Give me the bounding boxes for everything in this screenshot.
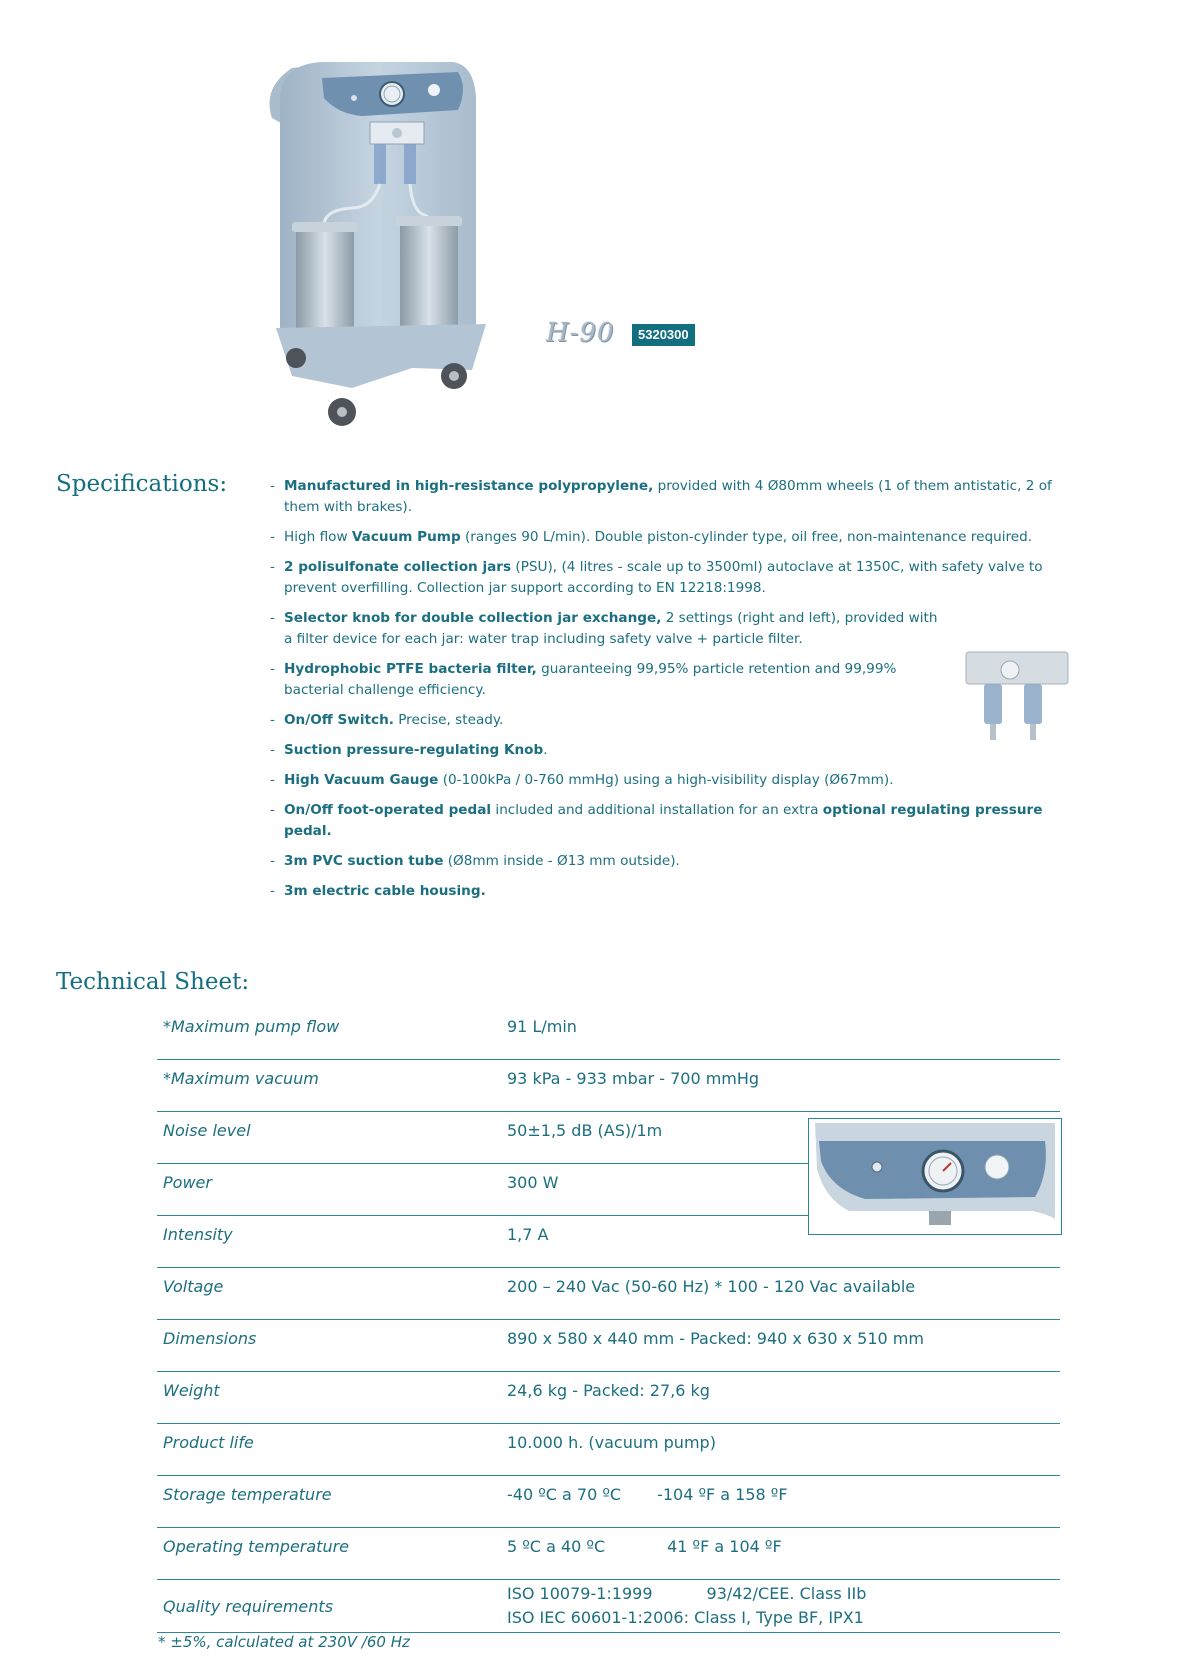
table-row xyxy=(157,1476,1060,1528)
control-panel-image-box xyxy=(808,1118,1062,1235)
row-label: Quality requirements xyxy=(163,1597,334,1616)
footnote: * ±5%, calculated at 230V /60 Hz xyxy=(158,1633,410,1651)
table-row xyxy=(157,1008,1060,1060)
row-value: 50±1,5 dB (AS)/1m xyxy=(507,1121,663,1140)
row-value: 10.000 h. (vacuum pump) xyxy=(507,1433,716,1452)
spec-item: - 2 polisulfonate collection jars (PSU), (4 litres - scale up to 3500ml) autoclave at 1350C, with safety valve to prevent overfilling. Collection jar support according to EN 12218:1998. xyxy=(270,559,1043,596)
technical-sheet-table xyxy=(157,1008,1060,1633)
row-value: 5 ºC a 40 ºC 41 ºF a 104 ºF xyxy=(507,1537,782,1556)
spec-item: - 3m electric cable housing. xyxy=(270,883,486,899)
row-label: Product life xyxy=(163,1433,254,1452)
spec-item: - High flow Vacuum Pump (ranges 90 L/min). Double piston-cylinder type, oil free, non-maintenance required. xyxy=(270,529,1033,545)
model-name: H-90 xyxy=(546,318,615,348)
table-row xyxy=(157,1372,1060,1424)
spec-item: - Suction pressure-regulating Knob. xyxy=(270,742,548,758)
row-value: 300 W xyxy=(507,1173,559,1192)
row-value: 200 – 240 Vac (50-60 Hz) * 100 - 120 Vac available xyxy=(507,1277,916,1296)
row-label: Operating temperature xyxy=(163,1537,349,1556)
row-value: 91 L/min xyxy=(507,1017,577,1036)
table-row xyxy=(157,1320,1060,1372)
row-label: Weight xyxy=(163,1381,220,1400)
control-panel-illustration xyxy=(809,1119,1061,1234)
spec-item: - Manufactured in high-resistance polypropylene, provided with 4 Ø80mm wheels (1 of them antistatic, 2 of them with brakes). xyxy=(270,478,1052,515)
row-label: Power xyxy=(163,1173,212,1192)
suction-unit-illustration xyxy=(262,58,502,438)
technical-sheet-title: Technical Sheet: xyxy=(56,969,250,995)
row-label: *Maximum vacuum xyxy=(163,1069,319,1088)
spec-item: - On/Off foot-operated pedal included and additional installation for an extra optional regulating pressure pedal. xyxy=(270,802,1043,839)
spec-item: - Selector knob for double collection jar exchange, 2 settings (right and left), provided with a filter device for each jar: water trap including safety valve + particle filter. xyxy=(270,610,938,647)
row-value: 890 x 580 x 440 mm - Packed: 940 x 630 x 510 mm xyxy=(507,1329,924,1348)
table-row xyxy=(157,1528,1060,1580)
selector-knob-illustration xyxy=(962,648,1072,744)
row-value: 24,6 kg - Packed: 27,6 kg xyxy=(507,1381,710,1400)
row-label: Noise level xyxy=(163,1121,251,1140)
table-row xyxy=(157,1580,1060,1633)
spec-item: - High Vacuum Gauge (0-100kPa / 0-760 mmHg) using a high-visibility display (Ø67mm). xyxy=(270,772,894,788)
spec-item: - Hydrophobic PTFE bacteria filter, guaranteeing 99,95% particle retention and 99,99% bacterial challenge efficiency. xyxy=(270,661,897,698)
row-value: 93 kPa - 933 mbar - 700 mmHg xyxy=(507,1069,760,1088)
specifications-list xyxy=(270,476,1070,911)
model-code-badge: 5320300 xyxy=(632,324,695,346)
specifications-title: Specifications: xyxy=(56,471,228,497)
row-label: Voltage xyxy=(163,1277,224,1296)
spec-item: - On/Off Switch. Precise, steady. xyxy=(270,712,504,728)
table-row xyxy=(157,1268,1060,1320)
row-label: Storage temperature xyxy=(163,1485,332,1504)
row-label: *Maximum pump flow xyxy=(163,1017,340,1036)
row-value: ISO 10079-1:1999 93/42/CEE. Class IIb ISO IEC 60601-1:2006: Class I, Type BF, IPX1 xyxy=(507,1584,867,1627)
table-row xyxy=(157,1424,1060,1476)
spec-item: - 3m PVC suction tube (Ø8mm inside - Ø13 mm outside). xyxy=(270,853,680,869)
row-value: -40 ºC a 70 ºC -104 ºF a 158 ºF xyxy=(507,1485,788,1504)
row-label: Dimensions xyxy=(163,1329,257,1348)
table-row xyxy=(157,1060,1060,1112)
row-value: 1,7 A xyxy=(507,1225,549,1244)
row-label: Intensity xyxy=(163,1225,233,1244)
